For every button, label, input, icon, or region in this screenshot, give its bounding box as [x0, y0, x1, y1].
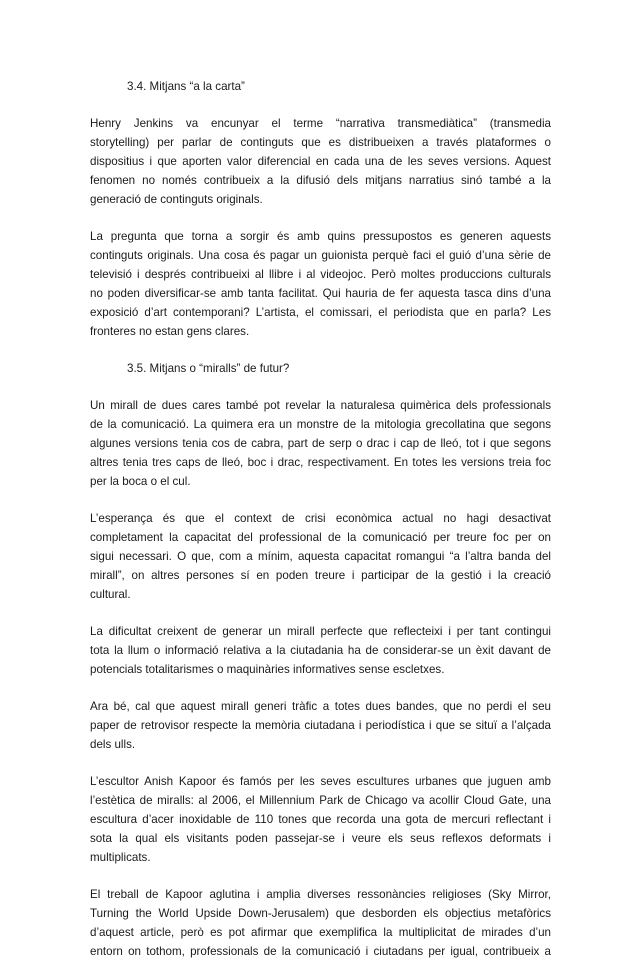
text-line: l’estètica de miralls: al 2006, el Millennium Park de Chicago va acollir Cloud Gate, una	[90, 794, 551, 807]
text-line: no poden diversificar-se amb tanta facilitat. Qui hauria de fer aquesta tasca dins d’una	[90, 287, 551, 300]
text-line: sota la qual els visitants poden passejar-se i veure els seus reflexos deformats i	[90, 832, 551, 845]
text-line: tota la llum o informació relativa a la ciutadania ha de considerar-se un èxit davant de	[90, 644, 551, 657]
text-line: Turning the World Upside Down-Jerusalem) que desborden els objectius metafòrics	[90, 907, 551, 920]
text-line: de la comunicació. La quimera era un monstre de la mitologia grecollatina que segons	[90, 418, 551, 431]
text-line: sigui necessari. O que, com a mínim, aquesta capacitat romangui “a l’altra banda del	[90, 550, 551, 563]
text-line: La dificultat creixent de generar un mirall perfecte que reflecteixi i per tant contingui	[90, 625, 551, 638]
paragraph	[90, 114, 551, 209]
text-line: Un mirall de dues cares també pot revelar la naturalesa quimèrica dels professionals	[90, 399, 551, 412]
text-line: L’esperança és que el context de crisi econòmica actual no hagi desactivat	[90, 512, 551, 525]
section-heading-3-5: 3.5. Mitjans o “miralls” de futur?	[127, 362, 290, 375]
text-line: paper de retrovisor respecte la memòria ciutadana i periodística i que se situï a l’alçada	[90, 719, 551, 732]
text-line: storytelling) per parlar de continguts que es distribueixen a través plataformes o	[90, 136, 551, 149]
paragraph	[90, 697, 551, 754]
text-line: continguts originals. Una cosa és pagar un guionista perquè faci el guió d’una sèrie de	[90, 249, 551, 262]
text-line: d’aquest article, però es pot afirmar que exemplifica la multiplicitat de mirades d’un	[90, 926, 551, 939]
text-line: La pregunta que torna a sorgir és amb quins pressupostos es generen aquests	[90, 230, 551, 243]
text-line: dispositius i que aporten valor diferencial en cada una de les seves versions. Aquest	[90, 155, 551, 168]
text-line: Ara bé, cal que aquest mirall generi tràfic a totes dues bandes, que no perdi el seu	[90, 700, 551, 713]
text-line: entorn on tothom, professionals de la comunicació i ciutadans per igual, contribueix a	[90, 945, 551, 958]
text-line: televisió i després contribueixi al llibre i al videojoc. Però moltes produccions culturals	[90, 268, 551, 281]
text-line: escultura d’acer inoxidable de 110 tones que recorda una gota de mercuri reflectant i	[90, 813, 551, 826]
text-line: generació de continguts originals.	[90, 193, 263, 206]
text-line: altres tenia tres caps de lleó, boc i drac, respectivament. En totes les versions treia foc	[90, 456, 551, 469]
text-line: mirall”, on altres persones sí en poden treure i participar de la gestió i la creació	[90, 569, 551, 582]
text-line: fronteres no estan gens clares.	[90, 325, 250, 338]
paragraph	[90, 227, 551, 341]
text-line: algunes versions tenia cos de cabra, part de serp o drac i cap de lleó, tot i que segons	[90, 437, 551, 450]
text-line: completament la capacitat del professional de la comunicació per treure foc per on	[90, 531, 551, 544]
paragraph	[90, 509, 551, 604]
text-line: fenomen no només contribueix a la difusió dels mitjans narratius sinó també a la	[90, 174, 551, 187]
paragraph	[90, 622, 551, 679]
text-line: L’escultor Anish Kapoor és famós per les seves escultures urbanes que juguen amb	[90, 775, 551, 788]
text-line: per la boca o el cul.	[90, 475, 191, 488]
text-line: cultural.	[90, 588, 131, 601]
text-line: exposició d’art contemporani? L’artista, el comissari, el periodista que en parla? Les	[90, 306, 551, 319]
section-heading-3-4: 3.4. Mitjans “a la carta”	[127, 80, 245, 93]
paragraph	[90, 396, 551, 491]
text-line: dels ulls.	[90, 738, 136, 751]
text-line: multiplicats.	[90, 851, 151, 864]
paragraph	[90, 772, 551, 867]
text-line: potencials totalitarismes o maquinàries informatives sense escletxes.	[90, 663, 445, 676]
text-line: Henry Jenkins va encunyar el terme “narrativa transmediàtica” (transmedia	[90, 117, 551, 130]
text-line: El treball de Kapoor aglutina i amplia diverses ressonàncies religioses (Sky Mirror,	[90, 888, 551, 901]
paragraph	[90, 885, 551, 961]
